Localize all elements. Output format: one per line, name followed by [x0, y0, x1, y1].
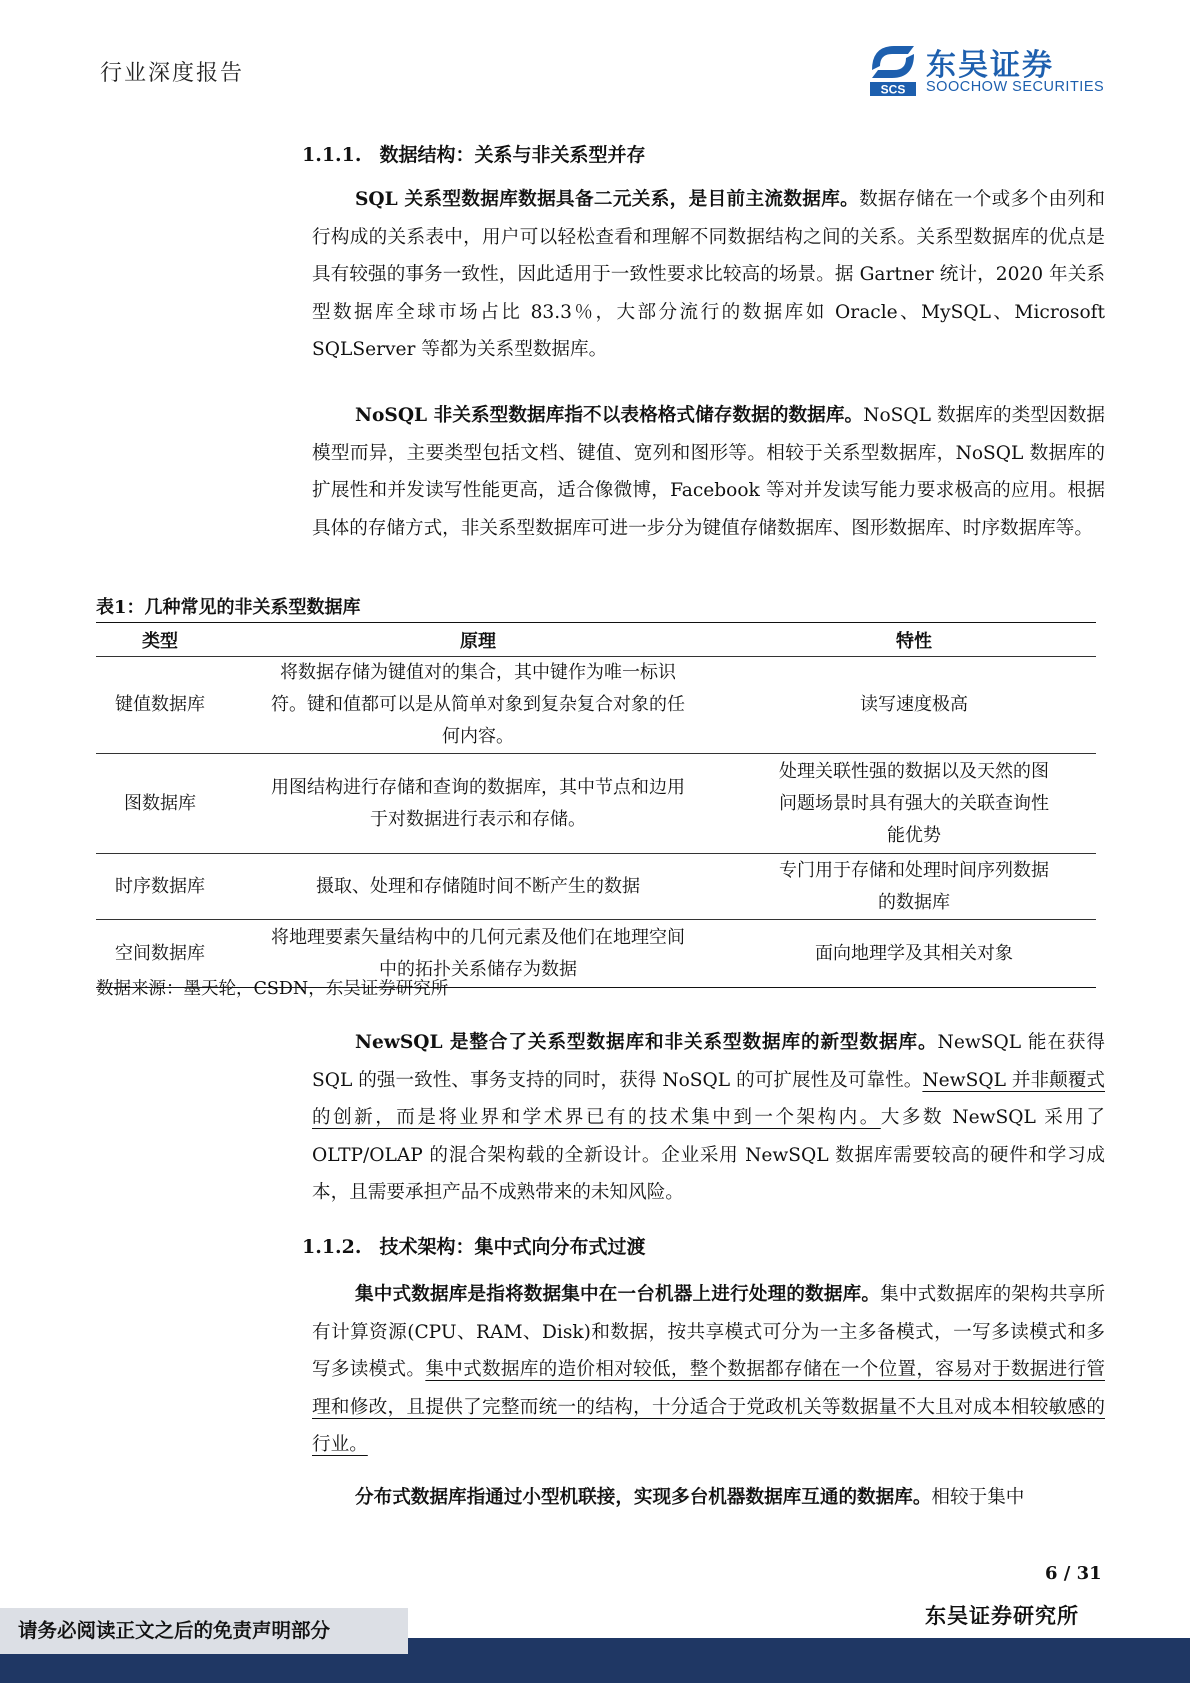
section-heading-1-1-1 [302, 140, 646, 167]
footer-institute: 东吴证券研究所 [925, 1603, 1079, 1628]
company-logo [868, 40, 1108, 98]
cell-type: 键值数据库 [96, 657, 224, 754]
cell-principle: 将数据存储为键值对的集合，其中键作为唯一标识符。键和值都可以是从简单对象到复杂复合对象的任何内容。 [224, 657, 732, 754]
section-title: 数据结构：关系与非关系型并存 [379, 144, 646, 166]
section-number: 1.1.1. [302, 144, 362, 166]
paragraph-centralized [312, 1276, 1105, 1464]
paragraph-body: NoSQL 数据库的类型因数据模型而异，主要类型包括文档、键值、宽列和图形等。相较于关系型数据库，NoSQL 数据库的扩展性和并发读写性能更高，适合像微博，Facebook 等对并发读写能力要求极高的应用。根据具体的存储方式，非关系型数据库可进一步分为键值存储数据库、图形数据库、时序数据库等。 [312, 405, 1105, 539]
paragraph-sql [312, 181, 1105, 369]
column-header-feature: 特性 [732, 623, 1096, 657]
table-row [96, 854, 1096, 920]
section-title: 技术架构：集中式向分布式过渡 [379, 1236, 646, 1258]
paragraph-body: 大多数 NewSQL 采用了 OLTP/OLAP 的混合架构载的全新设计。企业采用 NewSQL 数据库需要较高的硬件和学习成本，且需要承担产品不成熟带来的未知风险。 [312, 1107, 1105, 1203]
logo-chinese-name: 东吴证券 [926, 48, 1054, 83]
table-caption: 表1：几种常见的非关系型数据库 [96, 597, 361, 618]
underlined-text: NewSQL 并非颠覆式的创新，而是将业界和学术界已有的技术集中到一个架构内。 [312, 1069, 1105, 1128]
disclaimer-notice: 请务必阅读正文之后的免责声明部分 [0, 1608, 408, 1654]
soochow-logo-icon [868, 40, 918, 98]
paragraph-lead: NoSQL 非关系型数据库指不以表格格式储存数据的数据库。 [355, 405, 864, 426]
svg-text:SCS: SCS [880, 82, 906, 97]
logo-english-name: SOOCHOW SECURITIES [926, 79, 1105, 95]
section-number: 1.1.2. [302, 1236, 362, 1258]
cell-principle: 将地理要素矢量结构中的几何元素及他们在地理空间中的拓扑关系储存为数据 [224, 920, 732, 988]
column-header-principle: 原理 [224, 623, 732, 657]
paragraph-body: 集中式数据库的架构共享所有计算资源(CPU、RAM、Disk)和数据，按共享模式可分为一主多备模式，一写多读模式和多写多读模式。 [312, 1284, 1105, 1380]
underlined-text: 集中式数据库的造价相对较低，整个数据都存储在一个位置，容易对于数据进行管理和修改，且提供了完整而统一的结构，十分适合于党政机关等数据量不大且对成本相较敏感的行业。 [312, 1359, 1105, 1455]
paragraph-distributed [312, 1479, 1105, 1517]
column-header-type: 类型 [96, 623, 224, 657]
paragraph-lead: 集中式数据库是指将数据集中在一台机器上进行处理的数据库。 [355, 1284, 881, 1305]
paragraph-newsql [312, 1024, 1105, 1212]
cell-feature: 读写速度极高 [732, 657, 1096, 754]
table-row [96, 754, 1096, 854]
paragraph-lead: 分布式数据库指通过小型机联接，实现多台机器数据库互通的数据库。 [355, 1487, 932, 1508]
table-source: 数据来源：墨天轮，CSDN，东吴证券研究所 [96, 979, 449, 999]
section-heading-1-1-2 [302, 1232, 646, 1259]
paragraph-lead: SQL 关系型数据库数据具备二元关系，是目前主流数据库。 [355, 189, 860, 210]
paragraph-nosql [312, 397, 1105, 547]
report-type-label: 行业深度报告 [100, 61, 245, 86]
cell-type: 空间数据库 [96, 920, 224, 988]
cell-principle: 用图结构进行存储和查询的数据库，其中节点和边用于对数据进行表示和存储。 [224, 754, 732, 854]
cell-type: 图数据库 [96, 754, 224, 854]
cell-feature: 专门用于存储和处理时间序列数据的数据库 [732, 854, 1096, 920]
paragraph-body: 数据存储在一个或多个由列和行构成的关系表中，用户可以轻松查看和理解不同数据结构之间的关系。关系型数据库的优点是具有较强的事务一致性，因此适用于一致性要求比较高的场景。据 Gartner 统计，2020 年关系型数据库全球市场占比 83.3％，大部分流行的数据库如 Oracle、MySQL、Microsoft SQLServer 等都为关系型数据库。 [312, 189, 1105, 360]
paragraph-lead: NewSQL 是整合了关系型数据库和非关系型数据库的新型数据库。 [355, 1032, 938, 1053]
table-row [96, 657, 1096, 754]
cell-principle: 摄取、处理和存储随时间不断产生的数据 [224, 854, 732, 920]
nosql-database-table [96, 622, 1096, 988]
cell-type: 时序数据库 [96, 854, 224, 920]
cell-feature: 面向地理学及其相关对象 [732, 920, 1096, 988]
table-header-row [96, 623, 1096, 657]
paragraph-body: NewSQL 能在获得 SQL 的强一致性、事务支持的同时，获得 NoSQL 的可扩展性及可靠性。 [312, 1032, 1105, 1091]
paragraph-body: 相较于集中 [931, 1487, 1025, 1508]
page-number: 6 / 31 [1045, 1563, 1102, 1584]
cell-feature: 处理关联性强的数据以及天然的图问题场景时具有强大的关联查询性能优势 [732, 754, 1096, 854]
